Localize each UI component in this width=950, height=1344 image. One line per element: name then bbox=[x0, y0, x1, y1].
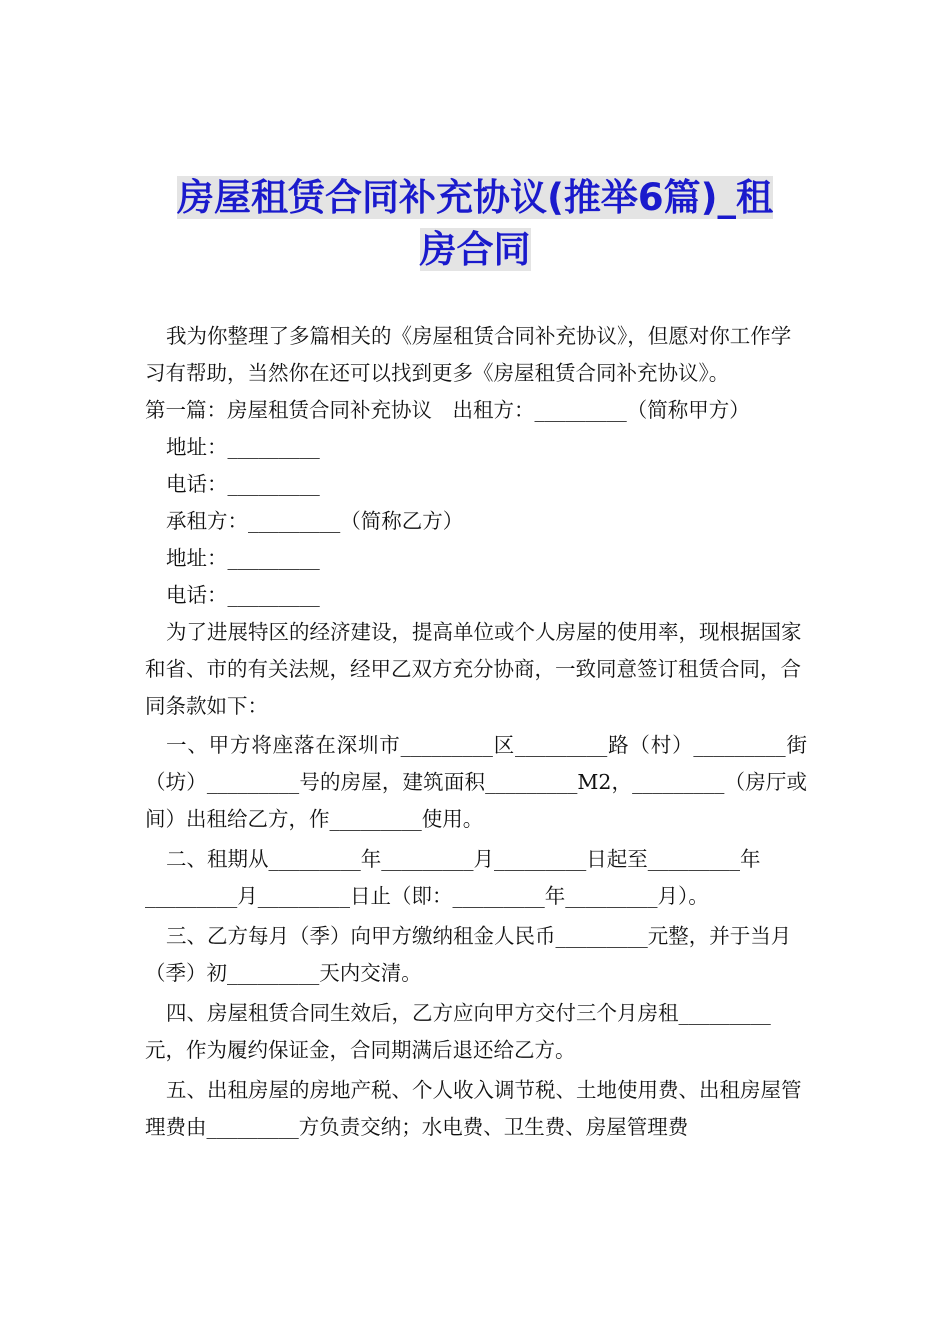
lessee-line: 承租方：_________（简称乙方） bbox=[166, 509, 464, 533]
clause-1: 一、甲方将座落在深圳市_________区_________路（村）_________街（坊）_________号的房屋，建筑面积_________M2，_________（房厅或间）出租给乙方，作_________使用。 bbox=[145, 733, 807, 831]
lessee-address: 地址：_________ bbox=[166, 546, 320, 570]
document-title bbox=[140, 172, 810, 276]
lessee-phone: 电话：_________ bbox=[166, 583, 320, 607]
title-line-1: 房屋租赁合同补充协议(推举6篇)_租 bbox=[176, 176, 774, 219]
lessor-phone: 电话：_________ bbox=[166, 472, 320, 496]
clause-4: 四、房屋租赁合同生效后，乙方应向甲方交付三个月房租_________元，作为履约保证金，合同期满后退还给乙方。 bbox=[145, 1001, 771, 1062]
intro-paragraph: 我为你整理了多篇相关的《房屋租赁合同补充协议》，但愿对你工作学习有帮助，当然你在还可以找到更多《房屋租赁合同补充协议》。 bbox=[145, 324, 792, 385]
article-heading: 第一篇：房屋租赁合同补充协议 出租方：_________（简称甲方） bbox=[145, 398, 750, 422]
clause-2: 二、租期从_________年_________月_________日起至_________年_________月_________日止（即：_________年_________月）。 bbox=[145, 847, 761, 908]
preamble-paragraph: 为了进展特区的经济建设，提高单位或个人房屋的使用率，现根据国家和省、市的有关法规，经甲乙双方充分协商，一致同意签订租赁合同，合同条款如下： bbox=[145, 620, 802, 718]
title-line-2: 房合同 bbox=[419, 228, 531, 271]
clause-3: 三、乙方每月（季）向甲方缴纳租金人民币_________元整，并于当月（季）初_________天内交清。 bbox=[145, 924, 792, 985]
lessor-address: 地址：_________ bbox=[166, 435, 320, 459]
document-body bbox=[145, 318, 807, 1146]
clause-5: 五、出租房屋的房地产税、个人收入调节税、土地使用费、出租房屋管理费由_________方负责交纳；水电费、卫生费、房屋管理费 bbox=[145, 1078, 802, 1139]
